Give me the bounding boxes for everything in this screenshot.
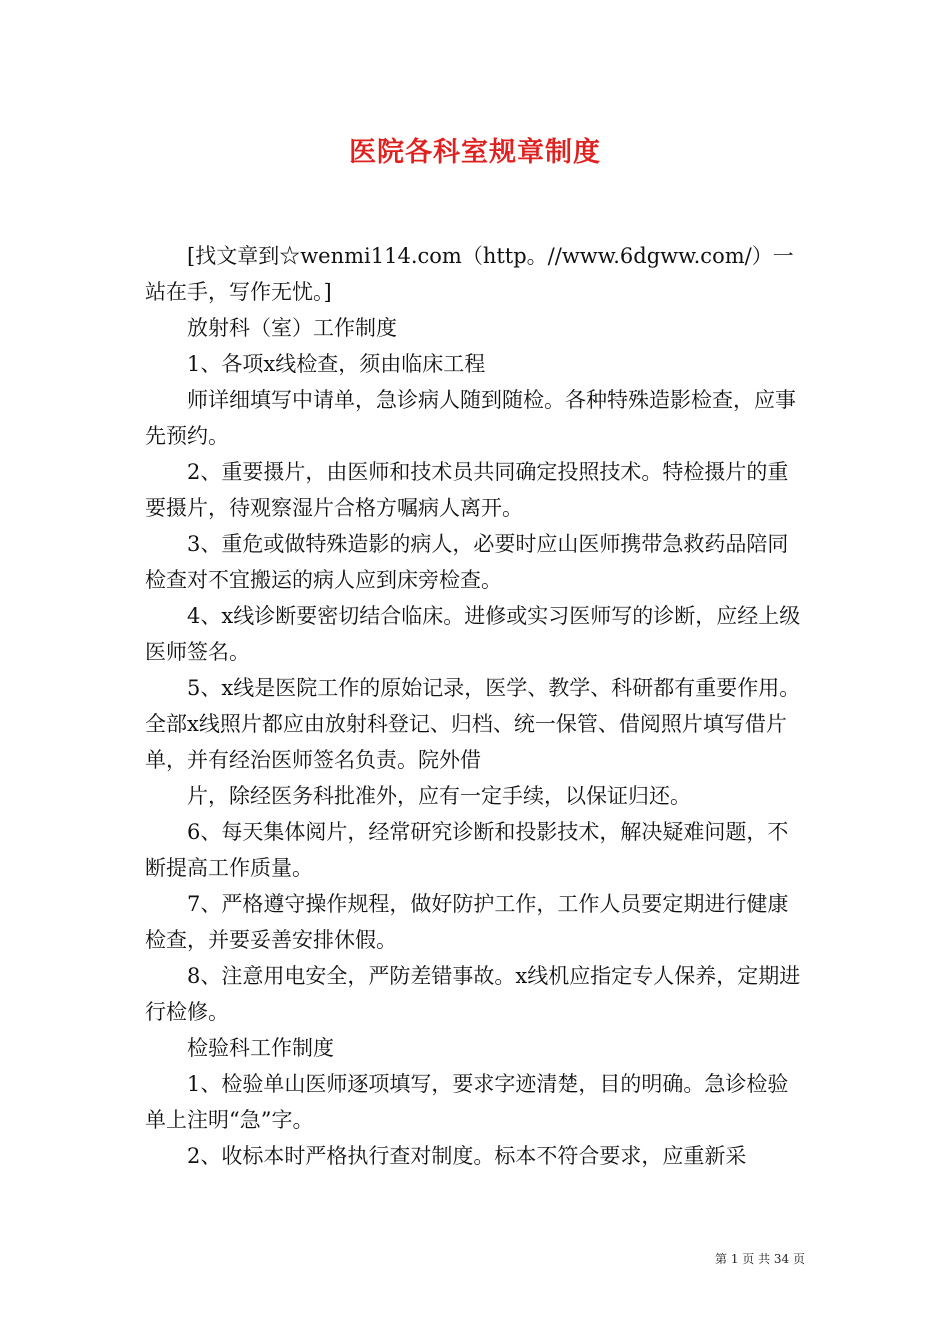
section-heading-radiology: 放射科（室）工作制度: [187, 316, 397, 340]
paragraph: 1、检验单山医师逐项填写，要求字迹清楚，目的明确。急诊检验单上注明“急”字。: [145, 1072, 789, 1132]
document-body: [145, 238, 809, 1174]
intro-paragraph: [找文章到☆wenmi114.com（http。//www.6dgww.com/）一站在手，写作无忧。]: [145, 244, 794, 304]
paragraph: 8、注意用电安全，严防差错事故。x线机应指定专人保养，定期进行检修。: [145, 964, 801, 1024]
document-title: 医院各科室规章制度: [349, 137, 601, 168]
paragraph: 片，除经医务科批准外，应有一定手续，以保证归还。: [187, 784, 691, 808]
paragraph: 1、各项x线检查，须由临床工程: [187, 352, 486, 376]
section-heading-laboratory: 检验科工作制度: [187, 1036, 334, 1060]
paragraph: 4、x线诊断要密切结合临床。进修或实习医师写的诊断，应经上级医师签名。: [145, 604, 801, 664]
paragraph: 6、每天集体阅片，经常研究诊断和投影技术，解决疑难问题，不断提高工作质量。: [145, 820, 789, 880]
paragraph: 2、重要摄片，由医师和技术员共同确定投照技术。特检摄片的重要摄片，待观察湿片合格方嘱病人离开。: [145, 460, 789, 520]
paragraph: 2、收标本时严格执行查对制度。标本不符合要求，应重新采: [187, 1144, 747, 1168]
paragraph: 3、重危或做特殊造影的病人，必要时应山医师携带急救药品陪同检查对不宜搬运的病人应到床旁检查。: [145, 532, 789, 592]
page-number: 第 1 页 共 34 页: [715, 1252, 805, 1266]
paragraph: 5、x线是医院工作的原始记录，医学、教学、科研都有重要作用。全部x线照片都应由放射科登记、归档、统一保管、借阅照片填写借片单，并有经治医师签名负责。院外借: [145, 676, 801, 772]
paragraph: 7、严格遵守操作规程，做好防护工作，工作人员要定期进行健康检查，并要妥善安排休假。: [145, 892, 789, 952]
paragraph: 师详细填写中请单，急诊病人随到随检。各种特殊造影检查，应事先预约。: [145, 388, 796, 448]
